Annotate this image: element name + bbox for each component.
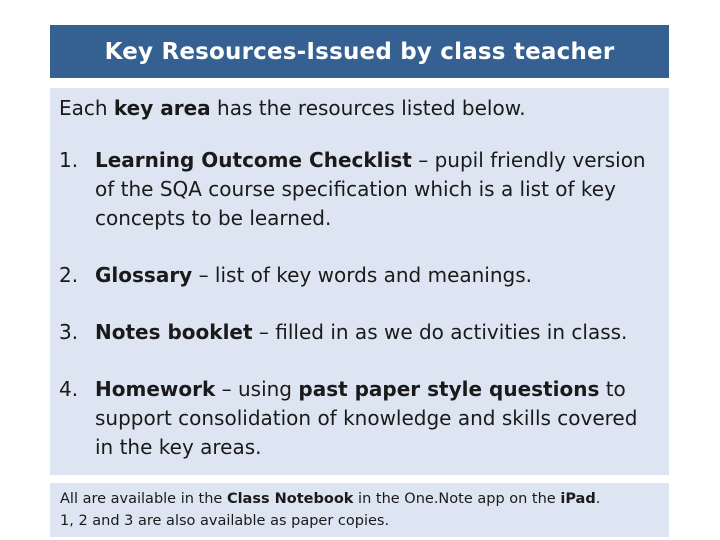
item-title: Homework — [95, 377, 216, 401]
item-title: Glossary — [95, 263, 193, 287]
note-line-2: 1, 2 and 3 are also available as paper copies. — [60, 513, 390, 529]
resources-panel — [50, 88, 669, 475]
item-title: Learning Outcome Checklist — [95, 148, 412, 172]
list-item — [59, 146, 661, 233]
item-description: – pupil friendly version of the SQA course specification which is a list of key concepts to be learned. — [95, 148, 646, 230]
title-bar — [50, 25, 669, 78]
item-number: 2. — [59, 263, 79, 287]
item-number: 1. — [59, 148, 79, 172]
item-title: Notes booklet — [95, 320, 253, 344]
intro-text: Each key area has the resources listed below. — [59, 96, 526, 120]
note-line-1: All are available in the Class Notebook in the One.Note app on the iPad. — [60, 491, 601, 507]
item-description: – list of key words and meanings. — [192, 263, 533, 287]
item-description: to support consolidation of knowledge and skills covered in the key areas. — [95, 377, 638, 459]
availability-note — [50, 483, 669, 537]
item-description: – filled in as we do activities in class. — [252, 320, 628, 344]
item-number: 3. — [59, 320, 79, 344]
page-title: Key Resources-Issued by class teacher — [104, 38, 615, 65]
item-description: – using — [215, 377, 299, 401]
item-number: 4. — [59, 377, 79, 401]
list-item — [59, 318, 661, 347]
list-item — [59, 261, 661, 290]
list-item — [59, 375, 661, 462]
item-emphasis: past paper style questions — [298, 377, 600, 401]
